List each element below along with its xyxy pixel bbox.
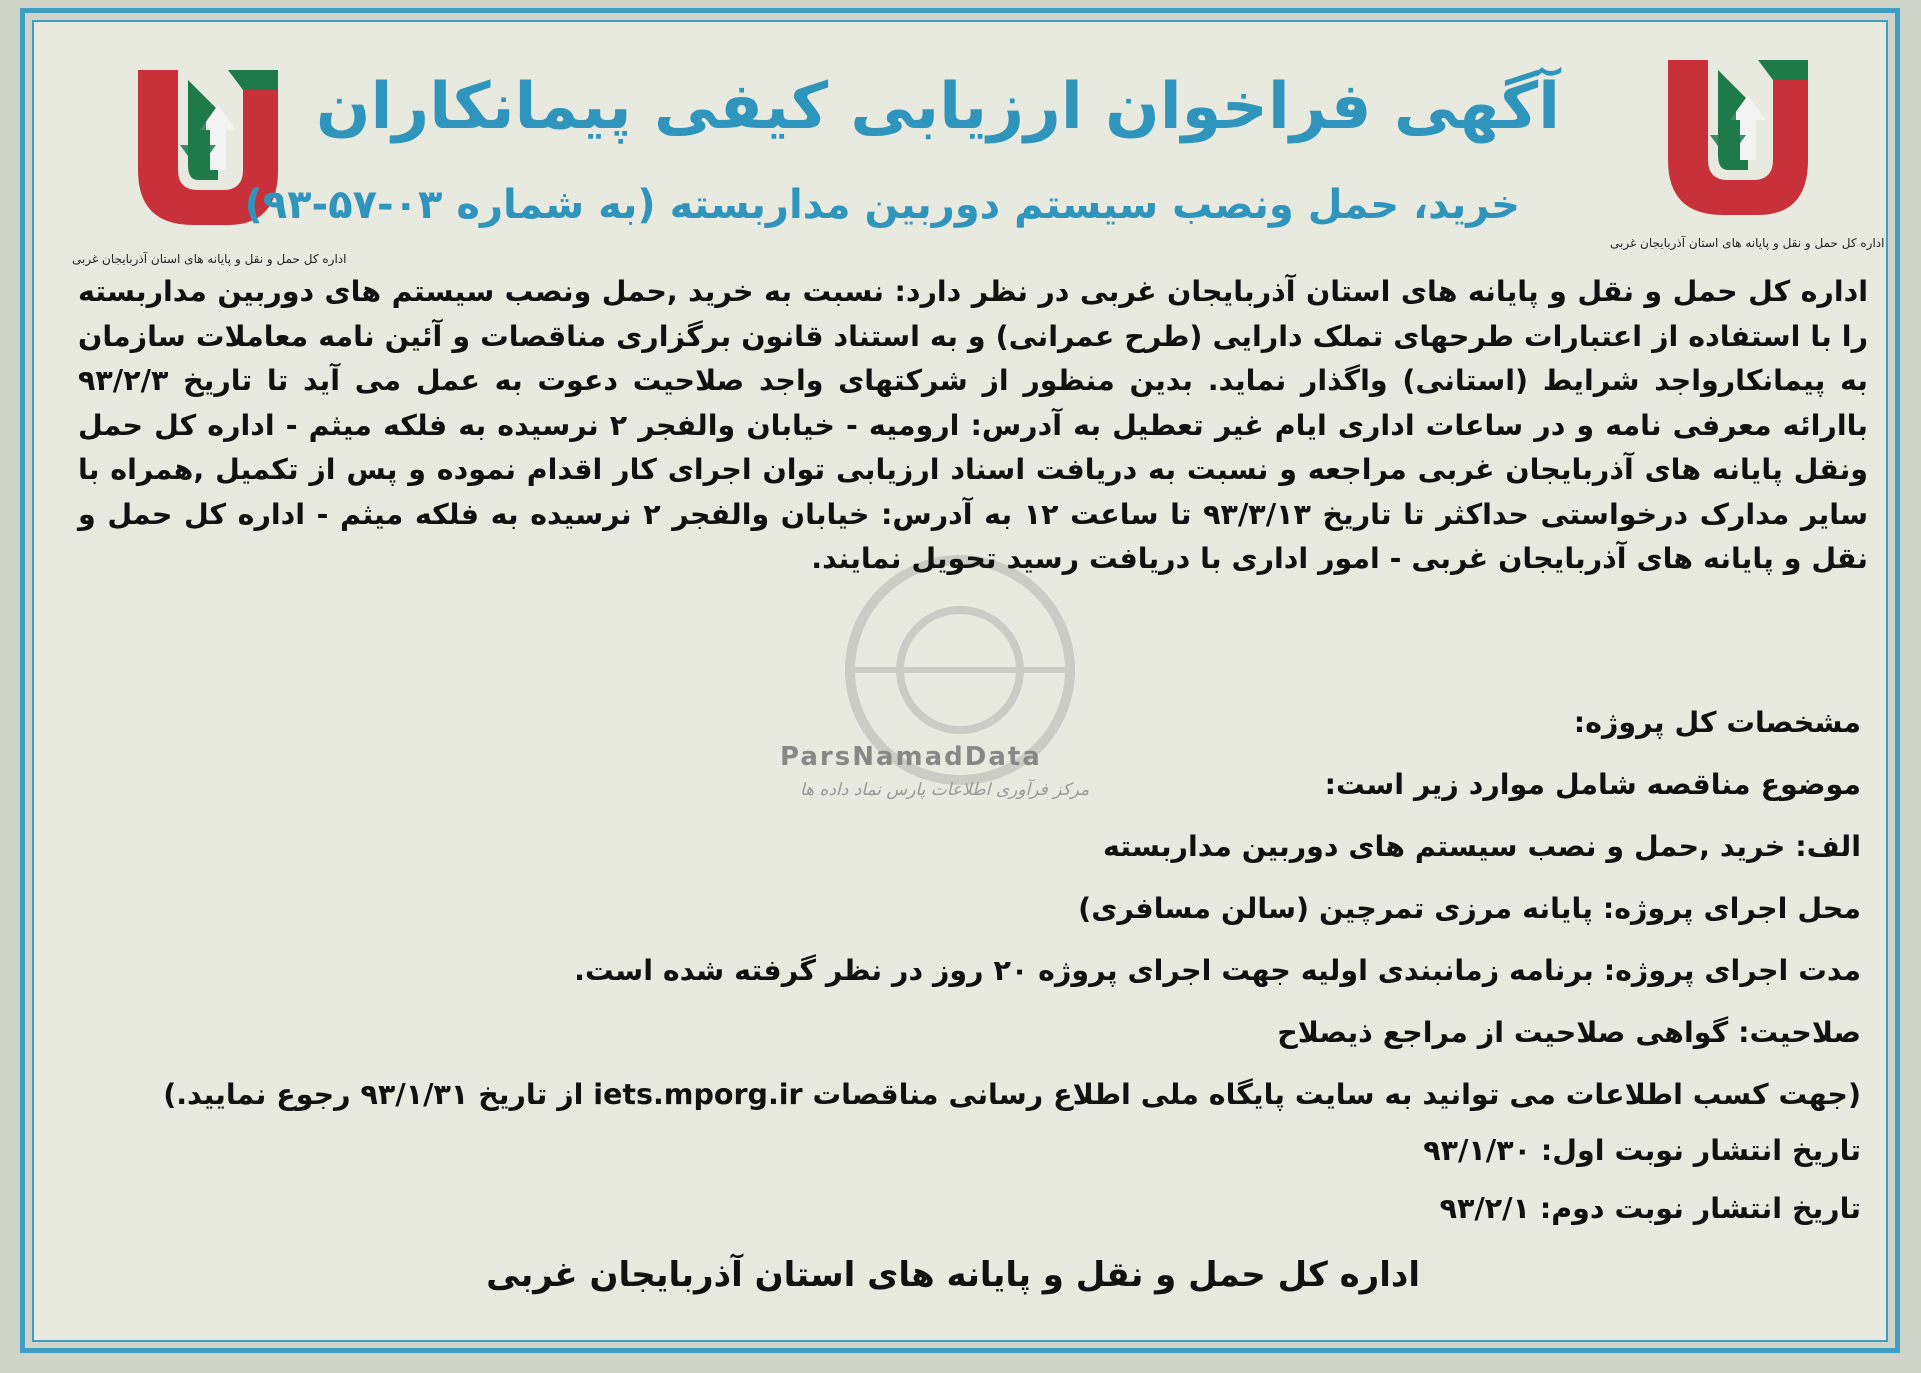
watermark-brand: ParsNamadData <box>780 742 1042 772</box>
logo-caption-left: اداره کل حمل و نقل و پایانه های استان آذربایجان غربی <box>72 252 347 266</box>
first-publication-date: تاریخ انتشار نوبت اول: ۹۳/۱/۳۰ <box>1423 1134 1861 1167</box>
info-line: (جهت کسب اطلاعات می توانید به سایت پایگاه ملی اطلاع رسانی مناقصات iets.mporg.ir از تاریخ ۹۳/۱/۳۱ رجوع نمایید.) <box>163 1078 1861 1111</box>
announcement-subtitle: خرید، حمل ونصب سیستم دوربین مداربسته (به شماره ۰۳-۵۷-۹۳) <box>244 182 1520 228</box>
signature-footer: اداره کل حمل و نقل و پایانه های استان آذربایجان غربی <box>486 1255 1420 1295</box>
announcement-paragraph: اداره کل حمل و نقل و پایانه های استان آذربایجان غربی در نظر دارد: نسبت به خرید ,حمل ونصب سیستم های دوربین مداربسته را با استفاده از اعتبارات طرحهای تملک دارایی (طرح عمرانی) و به استناد قانون برگزاری مناقصات و آئین نامه معاملات سازمان به پیمانکارواجد شرایط (استانی) واگذار نماید. بدین منظور از شرکتهای واجد صلاحیت دعوت به عمل می آید تا تاریخ ۹۳/۲/۳ باارائه معرفی نامه و در ساعات اداری ایام غیر تعطیل به آدرس: ارومیه - خیابان والفجر ۲ نرسیده به فلکه میثم - اداره کل حمل ونقل پایانه های آذربایجان غربی مراجعه و نسبت به دریافت اسناد ارزیابی توان اجرای کار اقدام نموده و پس از تکمیل ,همراه با سایر مدارک درخواستی حداکثر تا تاریخ ۹۳/۳/۱۳ تا ساعت ۱۲ به آدرس: خیابان والفجر ۲ نرسیده به فلکه میثم - اداره کل حمل و نقل و پایانه های آذربایجان غربی - امور اداری با دریافت رسید تحویل نمایند. <box>78 275 1869 575</box>
second-publication-date: تاریخ انتشار نوبت دوم: ۹۳/۲/۱ <box>1439 1192 1861 1225</box>
announcement-title: آگهی فراخوان ارزیابی کیفی پیمانکاران <box>315 70 1560 144</box>
organization-logo-right <box>1648 40 1828 230</box>
item-a: الف: خرید ,حمل و نصب سیستم های دوربین مداربسته <box>1102 830 1861 863</box>
logo-caption-right: اداره کل حمل و نقل و پایانه های استان آذربایجان غربی <box>1610 236 1885 250</box>
subject-line: موضوع مناقصه شامل موارد زیر است: <box>1324 768 1861 801</box>
qualification-line: صلاحیت: گواهی صلاحیت از مراجع ذیصلاح <box>1277 1016 1861 1049</box>
specs-heading: مشخصات کل پروژه: <box>1573 706 1861 739</box>
watermark-tagline: مرکز فرآوری اطلاعات پارس نماد داده ها <box>800 780 1090 800</box>
location-line: محل اجرای پروژه: پایانه مرزی تمرچین (سالن مسافری) <box>1078 892 1861 925</box>
duration-line: مدت اجرای پروژه: برنامه زمانبندی اولیه جهت اجرای پروژه ۲۰ روز در نظر گرفته شده است. <box>574 954 1861 987</box>
